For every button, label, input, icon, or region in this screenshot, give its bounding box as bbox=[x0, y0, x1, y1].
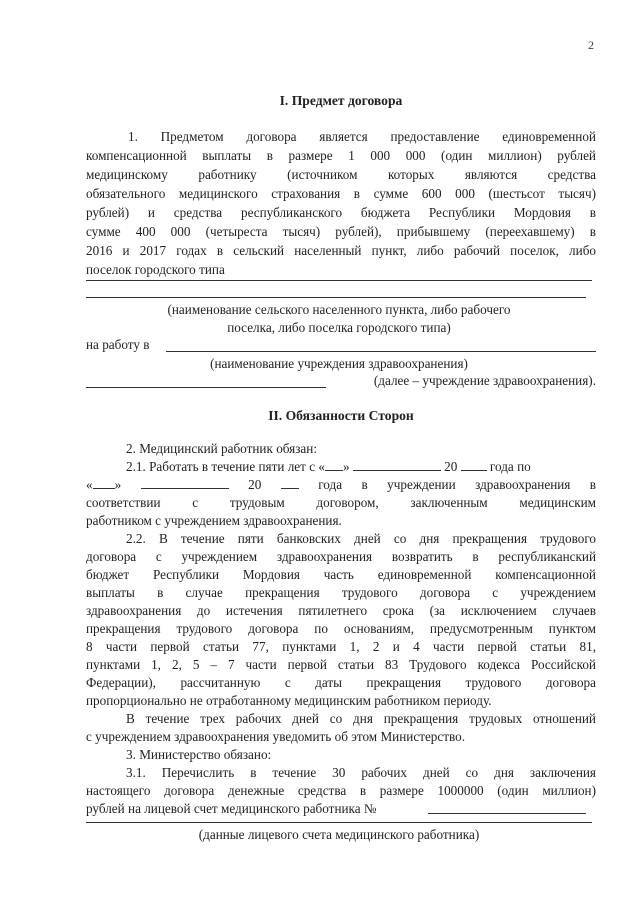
paragraph-line: здравоохранения до истечения пятилетнего срока (за исключением случаев bbox=[86, 603, 596, 618]
paragraph-line: бюджет Республики Мордовия часть единовременной компенсационной bbox=[86, 567, 596, 582]
paragraph-line: поселок городского типа bbox=[86, 262, 225, 277]
account-data-blank-line bbox=[86, 822, 592, 823]
text-fragment: 20 bbox=[248, 477, 262, 492]
account-number-blank-line bbox=[428, 813, 586, 814]
paragraph-line: пунктами 1, 2, 5 – 7 части первой статьи 83 Трудового кодекса Российской bbox=[86, 657, 596, 672]
blank-day bbox=[93, 476, 115, 489]
paragraph-line: компенсационной выплаты в размере 1 000 000 (один миллион) рублей bbox=[86, 148, 596, 163]
section-2-heading: II. Обязанности Сторон bbox=[268, 408, 414, 423]
section-1-heading: I. Предмет договора bbox=[279, 93, 403, 108]
paragraph-line: В течение трех рабочих дней со дня прекращения трудовых отношений bbox=[126, 711, 596, 726]
paragraph-line: 3.1. Перечислить в течение 30 рабочих дней со дня заключения bbox=[126, 765, 596, 780]
work-prefix: на работу в bbox=[86, 337, 150, 352]
paragraph-line: работником с учреждением здравоохранения. bbox=[86, 513, 342, 528]
text-fragment: » bbox=[114, 477, 122, 492]
paragraph-line: соответствии с трудовым договором, заключенным медицинским bbox=[86, 495, 596, 510]
paragraph-line: 2. Медицинский работник обязан: bbox=[126, 441, 318, 456]
blank-year bbox=[461, 458, 487, 471]
text-fragment: 2.1. Работать в течение пяти лет с « bbox=[126, 459, 325, 474]
account-caption: (данные лицевого счета медицинского работника) bbox=[198, 827, 480, 842]
paragraph-line: выплаты в случае прекращения трудового договора с учреждением bbox=[86, 585, 596, 600]
paragraph-line: Федерации), рассчитанную с даты прекращения трудового договора bbox=[86, 675, 596, 690]
blank-year bbox=[281, 476, 299, 489]
paragraph-line: рублей на лицевой счет медицинского работника № bbox=[86, 801, 377, 816]
institution-caption: (наименование учреждения здравоохранения) bbox=[210, 356, 468, 371]
page-number: 2 bbox=[588, 38, 594, 52]
paragraph-line: сумме 400 000 (четыреста тысяч) рублей), прибывшему (переехавшему) в bbox=[86, 224, 596, 239]
paragraph-line: договора с учреждением здравоохранения возвратить в республиканский bbox=[86, 549, 596, 564]
paragraph-line: 2016 и 2017 годах в сельский населенный пункт, либо рабочий поселок, либо bbox=[86, 243, 596, 258]
text-fragment: » bbox=[342, 459, 350, 474]
paragraph-line: 2.2. В течение пяти банковских дней со дня прекращения трудового bbox=[126, 531, 596, 546]
settlement-blank-line bbox=[86, 297, 586, 298]
paragraph-line: 8 части первой статьи 77, пунктами 1, 2 и 4 части первой статьи 81, bbox=[86, 639, 596, 654]
p21-line-2 bbox=[86, 476, 596, 493]
p21-line-1 bbox=[126, 458, 596, 475]
settlement-caption: (наименование сельского населенного пункта, либо рабочего bbox=[167, 302, 511, 317]
blank-month bbox=[353, 458, 441, 471]
institution-suffix: (далее – учреждение здравоохранения). bbox=[373, 373, 596, 388]
institution-blank-line bbox=[86, 387, 326, 388]
paragraph-line: обязательного медицинского страхования в сумме 600 000 (шестьсот тысяч) bbox=[86, 186, 596, 201]
text-fragment: года по bbox=[489, 459, 531, 474]
text-fragment: года в учреждении здравоохранения в bbox=[318, 477, 597, 492]
paragraph-line: 1. Предметом договора является предоставление единовременной bbox=[128, 129, 596, 144]
text-fragment: 20 bbox=[444, 459, 458, 474]
paragraph-line: рублей) и средства республиканского бюджета Республики Мордовия в bbox=[86, 205, 596, 220]
settlement-caption: поселка, либо поселка городского типа) bbox=[227, 320, 451, 335]
blank-month bbox=[141, 476, 229, 489]
paragraph-line: 3. Министерство обязано: bbox=[126, 747, 272, 762]
institution-blank-line bbox=[166, 351, 596, 352]
paragraph-line: с учреждением здравоохранения уведомить об этом Министерство. bbox=[86, 729, 466, 744]
text-fragment: « bbox=[86, 477, 93, 492]
paragraph-line: прекращения трудового договора по основаниям, предусмотренным пунктом bbox=[86, 621, 596, 636]
blank-day bbox=[325, 458, 343, 471]
paragraph-line: настоящего договора денежные средства в размере 1000000 (один миллион) bbox=[86, 783, 596, 798]
paragraph-line: медицинскому работнику (источником которых являются средства bbox=[86, 167, 596, 182]
settlement-blank-line bbox=[86, 280, 592, 281]
paragraph-line: пропорционально не отработанному медицинским работником периоду. bbox=[86, 693, 492, 708]
